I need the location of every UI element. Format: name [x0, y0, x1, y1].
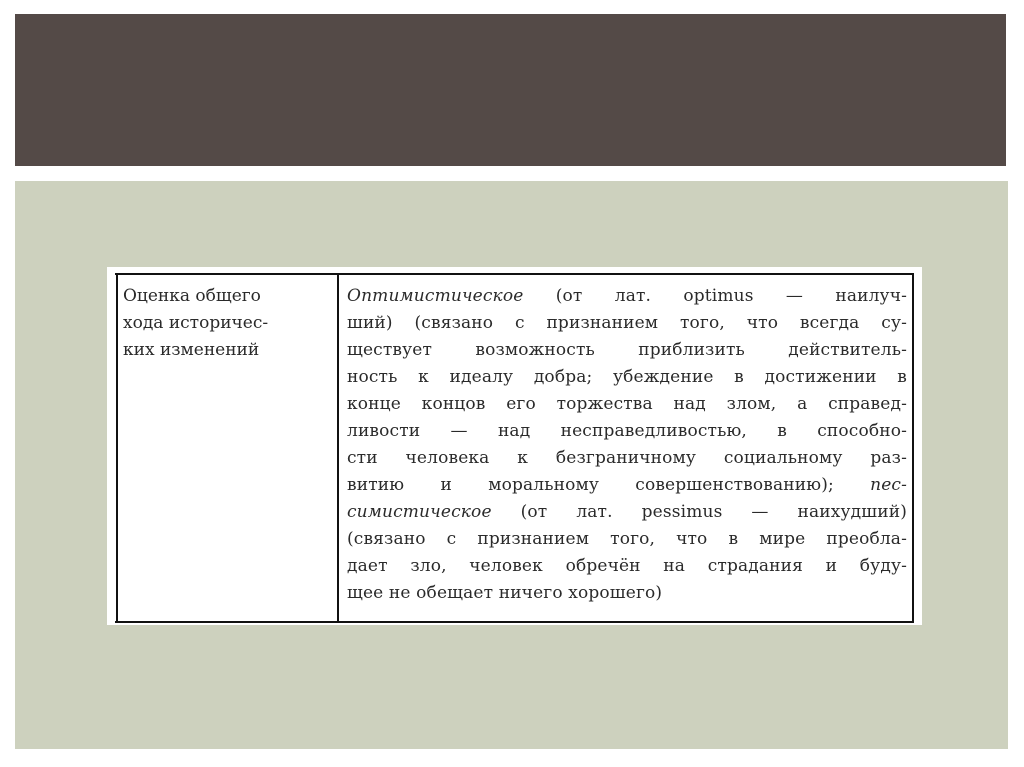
definition-line: сти человека к безграничному социальному раз- [347, 448, 907, 468]
definition-line: конце концов его торжества над злом, а справед- [347, 394, 907, 414]
term-line: хода историчес- [123, 313, 269, 333]
definition-text: (от лат. pessimus — наихудший) [491, 502, 907, 522]
definition-text: (от лат. optimus — наилуч- [523, 286, 907, 306]
definition-text: витию и моральному совершенствованию); [347, 475, 871, 495]
term-line: Оценка общего [123, 286, 261, 306]
table-left-border [116, 273, 118, 623]
definition-line: ность к идеалу добра; убеждение в достижении в [347, 367, 907, 387]
table-bottom-border [115, 621, 914, 623]
definition-line: ший) (связано с признанием того, что всегда су- [347, 313, 907, 333]
table-column-divider [337, 273, 339, 623]
table-top-border [115, 273, 914, 275]
definition-line: дает зло, человек обречён на страдания и буду- [347, 556, 907, 576]
definition-line: (связано с признанием того, что в мире преобла- [347, 529, 907, 549]
table-right-border [912, 273, 914, 623]
optimistic-term: Оптимистическое [347, 286, 524, 306]
pessimistic-term-start: пес- [870, 475, 907, 495]
table-definition-cell [347, 283, 907, 607]
definition-line [347, 499, 907, 526]
term-line: ких изменений [123, 340, 260, 360]
definition-line: щее не обещает ничего хорошего) [347, 583, 663, 603]
definition-table [107, 267, 922, 625]
pessimistic-term-end: симистическое [347, 502, 492, 522]
definition-line [347, 283, 907, 310]
definition-line: ществует возможность приблизить действитель- [347, 340, 907, 360]
definition-line [347, 472, 907, 499]
slide-title-band [15, 14, 1006, 166]
table-term-cell [123, 283, 333, 364]
definition-line: ливости — над несправедливостью, в способно- [347, 421, 907, 441]
